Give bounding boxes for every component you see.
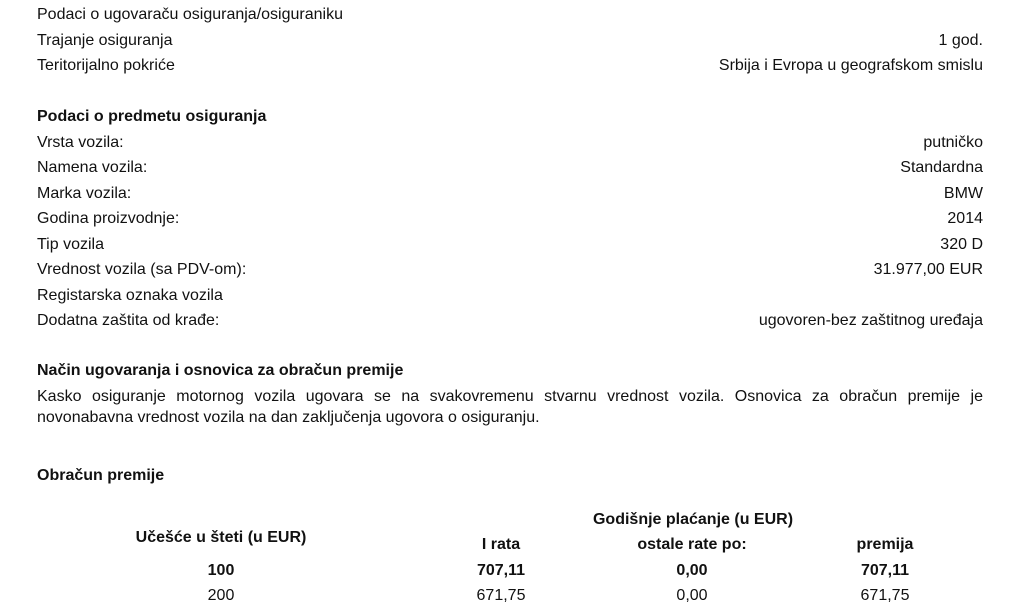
table-cell-premium-2: 671,75 xyxy=(860,586,910,604)
vehicle-plate-row xyxy=(37,283,983,309)
contractor-title: Podaci o ugovaraču osiguranja/osiguraniku xyxy=(37,6,343,23)
table-cell-first-installment-1: 707,11 xyxy=(476,561,526,579)
vehicle-make-row xyxy=(37,181,983,207)
territory-row xyxy=(37,53,983,79)
method-section-title-row xyxy=(37,358,983,384)
table-cell-first-installment-2: 671,75 xyxy=(476,586,526,604)
table-cell-premium-1: 707,11 xyxy=(860,561,910,579)
vehicle-year-row xyxy=(37,206,983,232)
premium-section-title-row xyxy=(37,463,983,489)
annual-payment-header: Godišnje plaćanje (u EUR) xyxy=(592,510,794,528)
column-header-first-installment: I rata xyxy=(481,535,521,553)
vehicle-section-title-row xyxy=(37,104,983,130)
territory-label: Teritorijalno pokriće xyxy=(37,57,175,74)
column-header-other-installments: ostale rate po: xyxy=(637,535,747,553)
vehicle-make-value: BMW xyxy=(943,184,983,202)
theft-protection-label: Dodatna zaštita od krađe: xyxy=(37,312,220,329)
insurance-document xyxy=(37,0,983,609)
vehicle-value-label: Vrednost vozila (sa PDV-om): xyxy=(37,261,247,278)
vehicle-type-value: putničko xyxy=(923,133,983,151)
contractor-title-row xyxy=(37,2,983,28)
vehicle-plate-label: Registarska oznaka vozila xyxy=(37,286,223,304)
vehicle-section-title: Podaci o predmetu osiguranja xyxy=(37,107,267,125)
column-header-deductible: Učešće u šteti (u EUR) xyxy=(135,528,307,546)
theft-protection-row xyxy=(37,308,983,334)
premium-section-title: Obračun premije xyxy=(37,466,165,484)
column-header-premium: premija xyxy=(856,535,914,553)
vehicle-make-label: Marka vozila: xyxy=(37,184,132,202)
territory-value: Srbija i Evropa u geografskom smislu xyxy=(718,57,983,74)
vehicle-model-row xyxy=(37,232,983,258)
vehicle-value-row xyxy=(37,257,983,283)
vehicle-year-label: Godina proizvodnje: xyxy=(37,210,180,227)
vehicle-model-label: Tip vozila xyxy=(37,235,104,253)
table-cell-other-installments-1: 0,00 xyxy=(676,561,708,579)
duration-row xyxy=(37,28,983,54)
vehicle-purpose-label: Namena vozila: xyxy=(37,159,148,176)
duration-label: Trajanje osiguranja xyxy=(37,31,173,49)
vehicle-year-value: 2014 xyxy=(947,210,983,227)
duration-value: 1 god. xyxy=(938,31,983,49)
table-cell-deductible-1: 100 xyxy=(207,561,235,579)
vehicle-model-value: 320 D xyxy=(940,235,983,253)
vehicle-type-row xyxy=(37,130,983,156)
theft-protection-value: ugovoren-bez zaštitnog uređaja xyxy=(758,312,983,329)
method-paragraph: Kasko osiguranje motornog vozila ugovara se na svakovremenu stvarnu vrednost vozila. Osnovica za obračun premije je novonabavna vrednost vozila na dan zaključenja ugovora o osiguranju. xyxy=(37,387,983,426)
vehicle-type-label: Vrsta vozila: xyxy=(37,133,124,151)
method-section-title: Način ugovaranja i osnovica za obračun premije xyxy=(37,361,404,379)
table-cell-deductible-2: 200 xyxy=(207,586,235,604)
vehicle-value-value: 31.977,00 EUR xyxy=(873,261,983,278)
premium-table xyxy=(37,489,983,609)
vehicle-purpose-value: Standardna xyxy=(900,159,983,176)
vehicle-purpose-row xyxy=(37,155,983,181)
table-cell-other-installments-2: 0,00 xyxy=(676,586,708,604)
